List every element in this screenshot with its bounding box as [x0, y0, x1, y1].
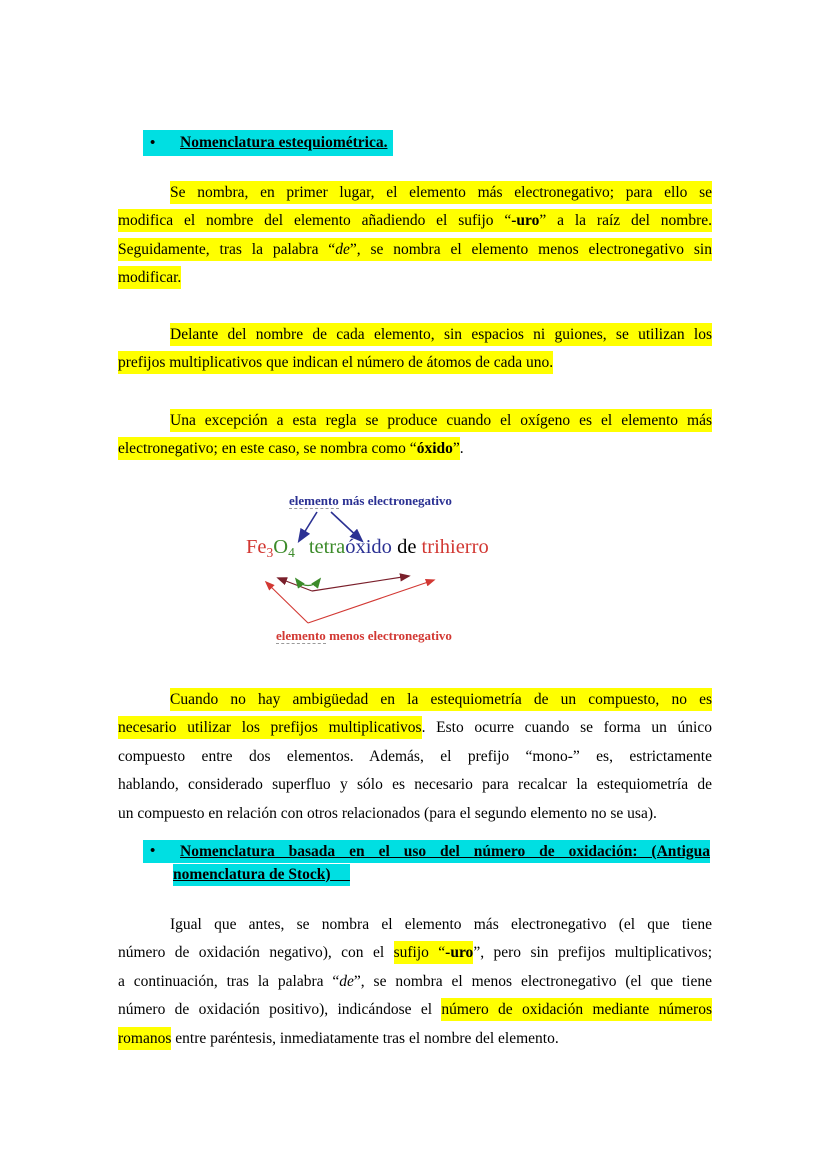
text-line — [118, 236, 712, 264]
text-line — [118, 771, 712, 799]
heading-text: Nomenclatura basada en el uso del número de oxidación: (Antigua — [180, 843, 710, 860]
text-segment: de — [339, 972, 354, 990]
text-line — [118, 349, 712, 377]
text-line — [118, 939, 712, 967]
text-line — [118, 800, 712, 828]
heading-highlight — [143, 130, 393, 156]
text-line — [118, 179, 712, 207]
text-segment: número de oxidación positivo), indicándose el — [118, 1001, 442, 1019]
paragraph-stock-rule — [118, 911, 712, 1053]
text-segment: electronegativo; en este caso, se nombra como “ — [118, 437, 417, 460]
text-line — [118, 207, 712, 235]
text-line — [118, 743, 712, 771]
paragraph-naming-rule — [118, 179, 712, 293]
text-segment: ” — [453, 437, 460, 460]
text-segment: Igual que antes, se nombra el elemento más electronegativo (el que tiene — [170, 916, 712, 933]
section-heading-stock — [143, 840, 710, 887]
text-segment: Cuando no hay ambigüedad en la estequiometría de un compuesto, no es — [170, 688, 712, 711]
bullet-icon: • — [150, 843, 156, 859]
text-segment: ”, pero sin prefijos multiplicativos; — [473, 944, 713, 962]
paragraph-oxide-exception — [118, 407, 712, 464]
heading-text: Nomenclatura estequiométrica. — [180, 134, 388, 151]
label-word: menos electronegativo — [325, 628, 452, 643]
text-segment: Seguidamente, tras la palabra “ — [118, 238, 335, 261]
label-word: elemento — [289, 493, 339, 508]
formula-segment: O — [273, 536, 289, 558]
text-segment: a continuación, tras la palabra “ — [118, 972, 340, 990]
text-segment: entre paréntesis, inmediatamente tras el nombre del elemento. — [171, 1029, 559, 1047]
heading-underline-tail — [331, 864, 350, 886]
text-segment: ”, se nombra el menos electronegativo (el que tiene — [353, 972, 712, 990]
label-word: más electronegativo — [338, 493, 452, 508]
text-segment: compuesto entre dos elementos. Además, el prefijo “mono-” es, estrictamente — [118, 747, 712, 765]
text-line — [118, 264, 712, 292]
text-segment: un compuesto en relación con otros relacionados (para el segundo elemento no se usa). — [118, 804, 657, 822]
heading-text: nomenclatura de Stock) — [173, 864, 331, 886]
text-line — [118, 407, 712, 435]
text-segment: . — [459, 440, 464, 458]
text-segment: óxido — [417, 437, 453, 460]
formula-segment: 4 — [288, 545, 295, 560]
text-segment: número de oxidación negativo), con el — [118, 944, 394, 962]
formula-segment: Fe — [246, 536, 267, 558]
formula-segment: trihierro — [421, 536, 489, 558]
heading-line — [173, 863, 710, 887]
text-line — [118, 435, 712, 463]
text-line — [118, 968, 712, 996]
text-segment: Delante del nombre de cada elemento, sin espacios ni guiones, se utilizan los — [170, 323, 712, 346]
paragraph-prefixes — [118, 321, 712, 378]
text-segment: -uro — [445, 941, 473, 964]
paragraph-no-ambiguity — [118, 686, 712, 828]
text-segment: -uro — [511, 209, 539, 232]
text-segment: Se nombra, en primer lugar, el elemento más electronegativo; para ello se — [170, 181, 712, 204]
text-segment: hablando, considerado superfluo y sólo es necesario para recalcar la estequiometría de — [118, 776, 712, 794]
text-line — [118, 1025, 712, 1053]
diagram-arrows — [118, 490, 712, 660]
text-line — [118, 911, 712, 939]
formula-segment: tetra — [308, 536, 346, 558]
text-segment: ” a la raíz del nombre. — [539, 209, 712, 232]
text-line — [118, 714, 712, 742]
text-segment: romanos — [118, 1027, 171, 1050]
formula-segment: de — [391, 536, 422, 558]
text-segment: sufijo “ — [394, 941, 446, 964]
text-segment: de — [335, 238, 350, 261]
text-segment: prefijos multiplicativos que indican el número de átomos de cada uno. — [118, 351, 553, 374]
text-segment: . Esto ocurre cuando se forma un único — [421, 719, 712, 737]
formula-segment: óxido — [345, 536, 392, 558]
text-line — [118, 996, 712, 1024]
text-segment: número de oxidación mediante números — [441, 998, 712, 1021]
text-segment: modificar. — [118, 266, 181, 289]
text-segment: ”, se nombra el elemento menos electronegativo sin — [350, 238, 712, 261]
text-segment: modifica el nombre del elemento añadiendo el sufijo “ — [118, 209, 511, 232]
text-line — [118, 686, 712, 714]
formula-segment: 3 — [266, 545, 274, 560]
text-segment: Una excepción a esta regla se produce cuando el oxígeno es el elemento más — [170, 409, 712, 432]
text-segment: necesario utilizar los prefijos multiplicativos — [118, 716, 422, 739]
label-word: elemento — [276, 628, 326, 643]
bullet-icon: • — [150, 134, 156, 151]
section-heading-estequiometrica — [143, 130, 393, 156]
heading-line — [143, 840, 710, 863]
text-line — [118, 321, 712, 349]
nomenclature-diagram — [118, 490, 712, 660]
